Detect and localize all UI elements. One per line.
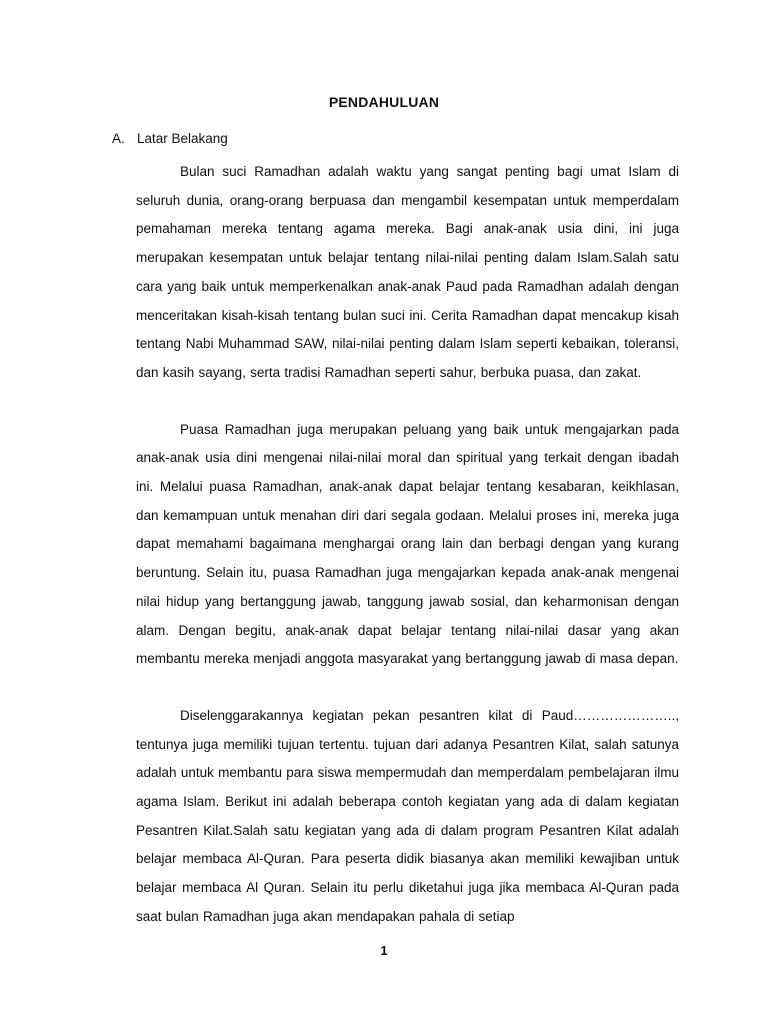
paragraph-1: Bulan suci Ramadhan adalah waktu yang sangat penting bagi umat Islam di seluruh dunia, orang-orang berpuasa dan mengambil kesempatan untuk memperdalam pemahaman mereka tentang agama mereka. Bagi anak-anak usia dini, ini juga merupakan kesempatan untuk belajar tentang nilai-nilai penting dalam Islam.Salah satu cara yang baik untuk memperkenalkan anak-anak Paud pada Ramadhan adalah dengan menceritakan kisah-kisah tentang bulan suci ini. Cerita Ramadhan dapat mencakup kisah tentang Nabi Muhammad SAW, nilai-nilai penting dalam Islam seperti kebaikan, toleransi, dan kasih sayang, serta tradisi Ramadhan seperti sahur, berbuka puasa, dan zakat. [136, 164, 679, 380]
page-title: PENDAHULUAN [328, 94, 440, 110]
page-number: 1 [380, 943, 388, 958]
paragraph-3: Diselenggarakannya kegiatan pekan pesantren kilat di Paud………………….., tentunya juga memiliki tujuan tertentu. tujuan dari adanya Pesantren Kilat, salah satunya adalah untuk membantu para siswa mempermudah dan memperdalam pembelajaran ilmu agama Islam. Berikut ini adalah beberapa contoh kegiatan yang ada di dalam kegiatan Pesantren Kilat.Salah satu kegiatan yang ada di dalam program Pesantren Kilat adalah belajar membaca Al-Quran. Para peserta didik biasanya akan memiliki kewajiban untuk belajar membaca Al Quran. Selain itu perlu diketahui juga jika membaca Al-Quran pada saat bulan Ramadhan juga akan mendapakan pahala di setiap [136, 707, 679, 924]
body-text [136, 158, 679, 960]
paragraph-2: Puasa Ramadhan juga merupakan peluang yang baik untuk mengajarkan pada anak-anak usia dini mengenai nilai-nilai moral dan spiritual yang terkait dengan ibadah ini. Melalui puasa Ramadhan, anak-anak dapat belajar tentang kesabaran, keikhlasan, dan kemampuan untuk menahan diri dari segala godaan. Melalui proses ini, mereka juga dapat memahami bagaimana menghargai orang lain dan berbagi dengan yang kurang beruntung. Selain itu, puasa Ramadhan juga mengajarkan kepada anak-anak mengenai nilai hidup yang bertanggung jawab, tanggung jawab sosial, dan keharmonisan dengan alam. Dengan begitu, anak-anak dapat belajar tentang nilai-nilai dasar yang akan membantu mereka menjadi anggota masyarakat yang bertanggung jawab di masa depan. [136, 421, 679, 667]
section-title: Latar Belakang [137, 131, 228, 146]
section-heading [112, 131, 228, 146]
section-number: A. [112, 131, 125, 146]
